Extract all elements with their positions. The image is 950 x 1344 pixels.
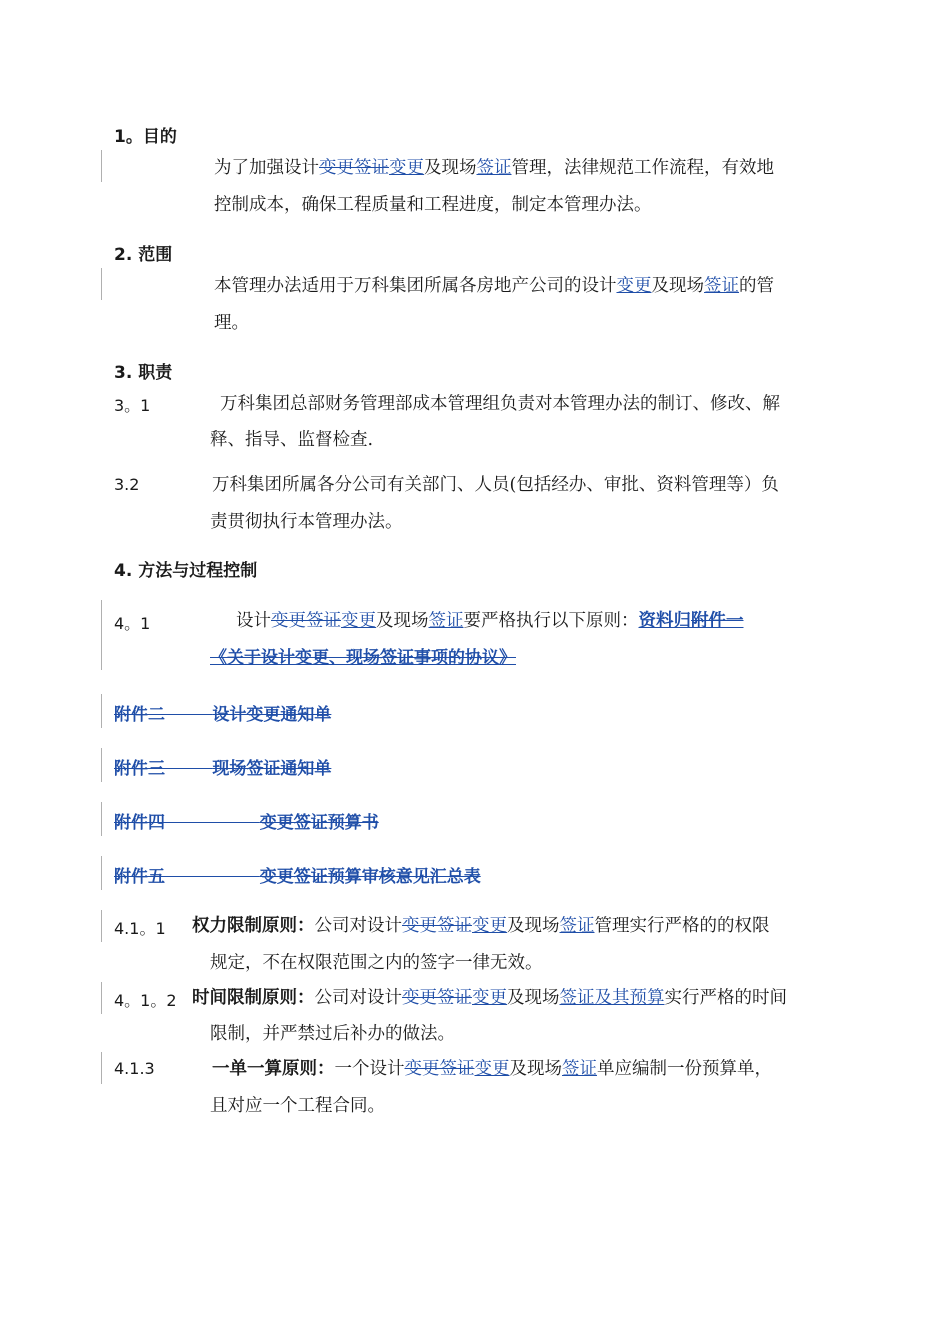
item-4-1-3-line-1: 一单一算原则：一个设计变更签证变更及现场签证单应编制一份预算单， [212,1059,772,1079]
item-4-1-line-2 [210,640,516,676]
deleted-text: 变更签证 [271,611,341,631]
deleted-text: 附件一 [691,611,744,631]
deleted-text: 变更签证 [404,1059,475,1079]
attachment-line: 附件五 变更签证预算审核意见汇总表 [114,867,481,887]
section-4-heading: 4. 方法与过程控制 [114,561,258,581]
deleted-text: 变更签证 [402,988,472,1008]
change-bar [101,694,102,728]
section-3-heading: 3. 职责 [114,363,173,383]
section-2-line-1: 本管理办法适用于万科集团所属各房地产公司的设计变更及现场签证的管 [214,276,774,296]
deleted-text: 变更签证 [319,158,389,178]
inserted-text: 签证 [428,611,464,631]
attachment-line: 附件三 现场签证通知单 [114,759,332,779]
inserted-text: 变更 [616,276,652,296]
item-4-1-1-line-1: 权力限制原则：公司对设计变更签证变更及现场签证管理实行严格的的权限 [192,916,770,936]
attachment-line: 附件二 设计变更通知单 [114,705,332,725]
section-2-line-2: 理。 [214,313,249,333]
item-4-1-1-line-2: 规定，不在权限范围之内的签字一律无效。 [210,953,543,973]
item-number: 4.1.3 [114,1059,155,1078]
inserted-text: 变更 [341,611,376,631]
section-2-heading: 2. 范围 [114,245,173,265]
change-bar [101,1052,102,1084]
attachment-line: 附件四 变更签证预算书 [114,813,379,833]
item-number: 4。1 [114,614,151,633]
inserted-text: 变更 [474,1059,510,1079]
change-bar [101,802,102,836]
deleted-text: 变更签证 [402,916,472,936]
change-bar [101,748,102,782]
change-bar [101,982,102,1014]
inserted-text: 签证 [476,158,512,178]
item-number: 4。1。2 [114,991,177,1010]
section-1-line-1: 为了加强设计变更签证变更及现场签证管理，法律规范工作流程，有效地 [214,158,774,178]
inserted-text: 变更 [472,916,507,936]
item-4-1-3-line-2: 且对应一个工程合同。 [210,1096,385,1116]
change-bar [101,150,102,182]
item-number: 4.1。1 [114,919,166,938]
inserted-text: 签证 [562,1059,597,1079]
section-1-line-2: 控制成本，确保工程质量和工程进度，制定本管理办法。 [214,195,652,215]
inserted-text: 签证 [559,916,595,936]
item-3-1-line-1: 万科集团总部财务管理部成本管理组负责对本管理办法的制订、修改、解 [220,394,780,414]
change-bar [101,856,102,890]
item-number: 3.2 [114,475,140,494]
item-4-1-line-1: 设计变更签证变更及现场签证要严格执行以下原则：资料归附件一 [236,611,744,631]
change-bar [101,600,102,670]
inserted-text: 签证 [704,276,739,296]
item-4-1-2-line-2: 限制，并严禁过后补办的做法。 [210,1024,455,1044]
section-1-heading: 1。目的 [114,127,177,147]
item-number: 3。1 [114,396,151,415]
item-3-1-line-2: 释、指导、监督检查. [210,430,374,450]
deleted-text: 《关于设计变更、现场签证事项的协议》 [210,648,516,668]
change-bar [101,268,102,300]
item-3-2-line-2: 责贯彻执行本管理办法。 [210,512,403,532]
change-bar [101,910,102,942]
inserted-text: 变更 [389,158,424,178]
item-3-2-line-1: 万科集团所属各分公司有关部门、人员(包括经办、审批、资料管理等）负 [212,475,779,495]
inserted-text: 资料归 [638,611,691,631]
inserted-text: 签证及其预算 [559,988,665,1008]
item-4-1-2-line-1: 时间限制原则：公司对设计变更签证变更及现场签证及其预算实行严格的时间 [192,988,787,1008]
inserted-text: 变更 [472,988,507,1008]
